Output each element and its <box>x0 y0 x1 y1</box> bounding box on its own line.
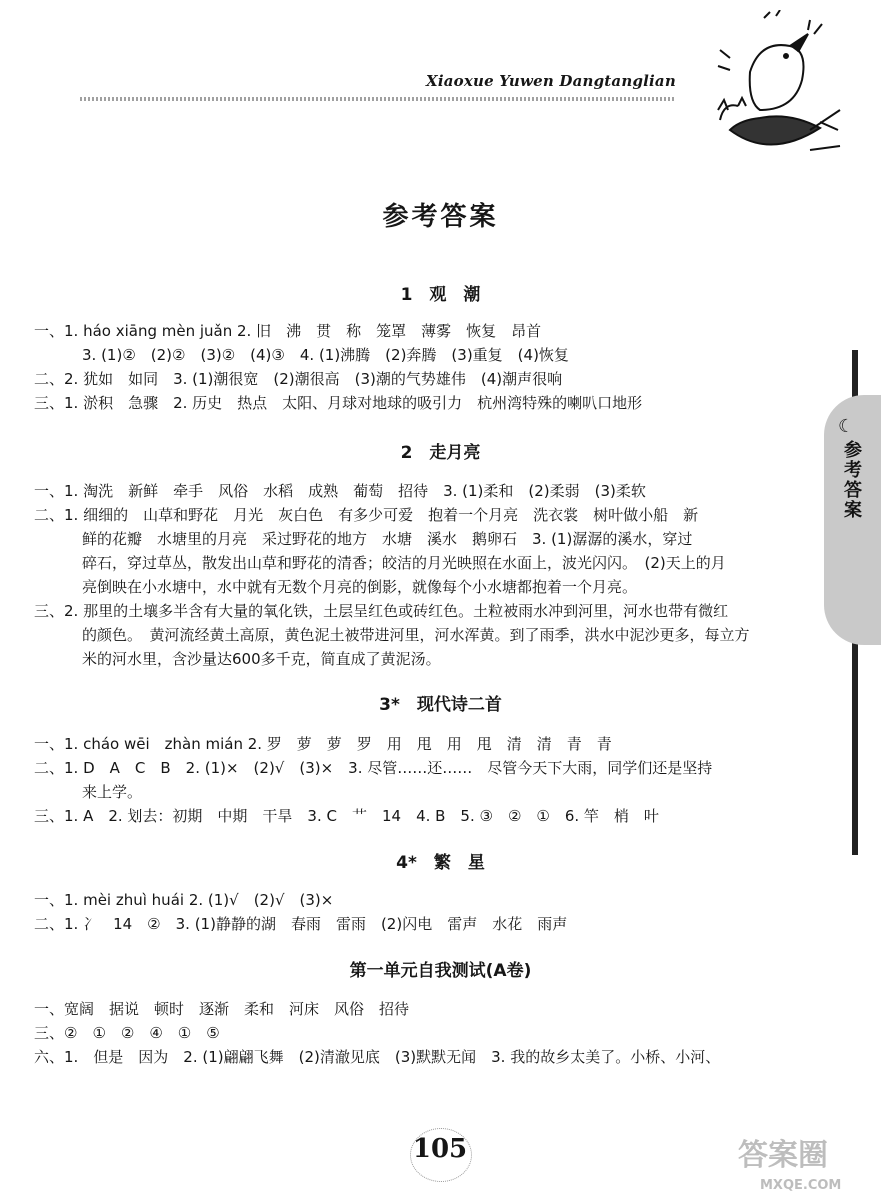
running-title: Xiaoxue Yuwen Dangtanglian <box>426 72 676 90</box>
answer-line: 二、2. 犹如 如同 3. (1)潮很宽 (2)潮很高 (3)潮的气势雄伟 (4)潮声很响 <box>34 370 563 388</box>
answer-line: 碎石，穿过草丛，散发出山草和野花的清香；皎洁的月光映照在水面上，波光闪闪。 (2)天上的月 <box>82 554 726 572</box>
answer-line: 二、1. D A C B 2. (1)× (2)√ (3)× 3. 尽管……还…… 尽管今天下大雨，同学们还是坚持 <box>34 759 713 777</box>
answer-line: 六、1. 但是 因为 2. (1)翩翩飞舞 (2)清澈见底 (3)默默无闻 3. 我的故乡太美了。小桥、小河、 <box>34 1048 721 1066</box>
answer-line: 三、1. A 2. 划去：初期 中期 干旱 3. C 艹 14 4. B 5. ③ ② ① 6. 竿 梢 叶 <box>34 807 659 825</box>
answer-line: 一、1. háo xiāng mèn juǎn 2. 旧 沸 贯 称 笼罩 薄雾 恢复 昂首 <box>34 322 542 340</box>
answer-line: 三、1. 淤积 急骤 2. 历史 热点 太阳、月球对地球的吸引力 杭州湾特殊的喇叭口地形 <box>34 394 643 412</box>
answer-line: 亮倒映在小水塘中，水中就有无数个月亮的倒影，就像每个小水塘都抱着一个月亮。 <box>82 578 638 596</box>
section-heading: 1 观 潮 <box>400 285 481 305</box>
answer-line: 来上学。 <box>82 783 143 801</box>
answer-line: 的颜色。 黄河流经黄土高原，黄色泥土被带进河里，河水浑黄。到了雨季，洪水中泥沙更多，每立方 <box>82 626 750 644</box>
answer-line: 三、② ① ② ④ ① ⑤ <box>34 1024 220 1042</box>
section-heading: 4* 繁 星 <box>396 853 485 873</box>
answer-line: 一、宽阔 据说 顿时 逐渐 柔和 河床 风俗 招待 <box>34 1000 410 1018</box>
section-heading: 第一单元自我测试(A卷) <box>349 961 532 981</box>
page-number: 105 <box>412 1134 468 1164</box>
page-title: 参考答案 <box>382 202 499 232</box>
answer-line: 一、1. cháo wēi zhàn mián 2. 罗 萝 萝 罗 用 甩 用 甩 清 清 青 青 <box>34 735 612 753</box>
bird-nest-illustration <box>690 10 850 160</box>
answer-line: 米的河水里，含沙量达600多千克，简直成了黄泥汤。 <box>82 650 441 668</box>
answer-line: 二、1. 冫 14 ② 3. (1)静静的湖 春雨 雷雨 (2)闪电 雷声 水花 雨声 <box>34 915 568 933</box>
side-tab-label: 参考答案 <box>841 440 862 520</box>
watermark-url: MXQE.COM <box>760 1178 842 1193</box>
watermark-logo: 答案圈 <box>738 1138 828 1173</box>
answer-line: 鲜的花瓣 水塘里的月亮 采过野花的地方 水塘 溪水 鹅卵石 3. (1)潺潺的溪水，穿过 <box>82 530 693 548</box>
answer-line: 二、1. 细细的 山草和野花 月光 灰白色 有多少可爱 抱着一个月亮 洗衣裳 树叶做小船 新 <box>34 506 699 524</box>
answer-line: 3. (1)② (2)② (3)② (4)③ 4. (1)沸腾 (2)奔腾 (3)重复 (4)恢复 <box>82 346 569 364</box>
section-heading: 3* 现代诗二首 <box>379 695 502 715</box>
page-number-badge <box>380 1124 500 1184</box>
answer-line: 一、1. mèi zhuì huái 2. (1)√ (2)√ (3)× <box>34 891 334 909</box>
moon-icon: ☾ <box>838 416 855 437</box>
answer-line: 三、2. 那里的土壤多半含有大量的氧化铁，土层呈红色或砖红色。土粒被雨水冲到河里，河水也带有微红 <box>34 602 729 620</box>
section-heading: 2 走月亮 <box>400 443 481 463</box>
answer-line: 一、1. 淘洗 新鲜 牵手 风俗 水稻 成熟 葡萄 招待 3. (1)柔和 (2)柔弱 (3)柔软 <box>34 482 646 500</box>
header-rule <box>80 97 675 101</box>
